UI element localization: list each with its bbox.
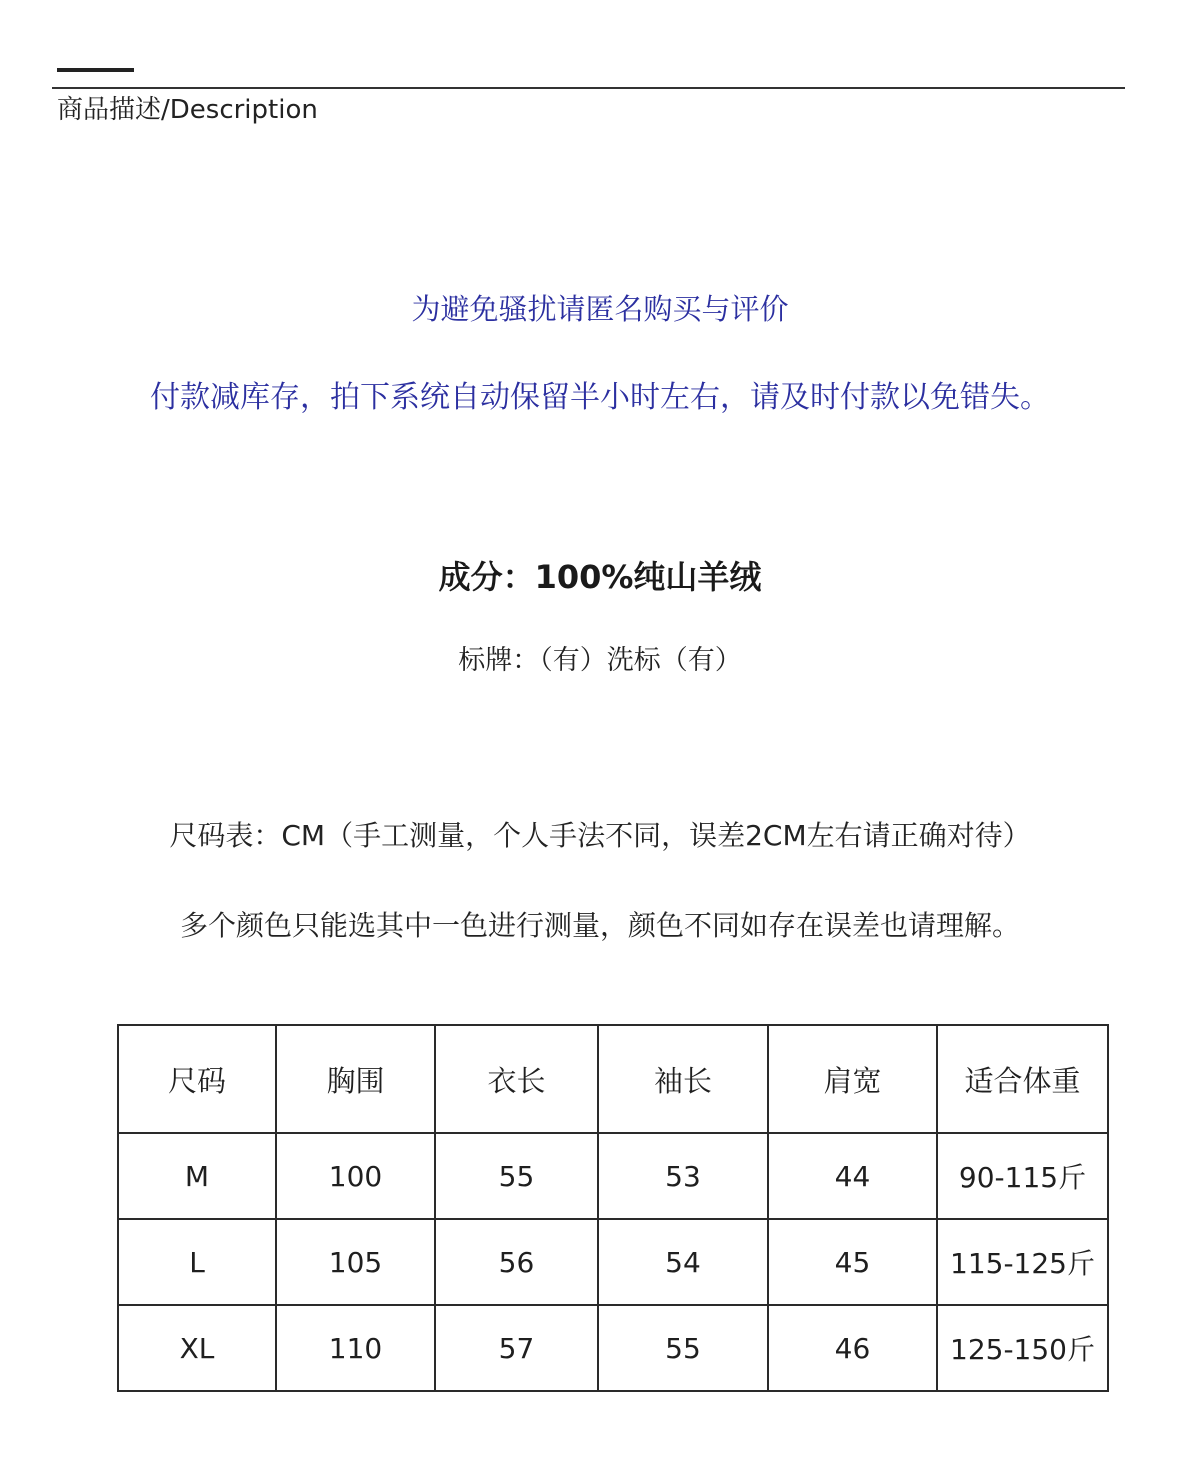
- header-size: 尺码: [118, 1025, 276, 1133]
- cell-sleeve: 54: [598, 1219, 768, 1305]
- table-row: [118, 1219, 1108, 1305]
- header-length: 衣长: [435, 1025, 598, 1133]
- header-weight: 适合体重: [937, 1025, 1108, 1133]
- table-row: [118, 1133, 1108, 1219]
- header-accent-bar: [57, 68, 134, 72]
- labels-info: 标牌：（有）洗标（有）: [458, 645, 742, 676]
- cell-weight: 90-115斤: [937, 1133, 1108, 1219]
- cell-weight: 115-125斤: [937, 1219, 1108, 1305]
- header-sleeve: 袖长: [598, 1025, 768, 1133]
- cell-length: 55: [435, 1133, 598, 1219]
- color-note: 多个颜色只能选其中一色进行测量，颜色不同如存在误差也请理解。: [179, 909, 1020, 942]
- composition-heading: 成分：100%纯山羊绒: [438, 558, 762, 596]
- cell-chest: 110: [276, 1305, 435, 1391]
- header-shoulder: 肩宽: [768, 1025, 937, 1133]
- measurement-note: 尺码表：CM（手工测量，个人手法不同，误差2CM左右请正确对待）: [169, 819, 1031, 852]
- cell-weight: 125-150斤: [937, 1305, 1108, 1391]
- cell-shoulder: 44: [768, 1133, 937, 1219]
- anonymous-purchase-notice: 为避免骚扰请匿名购买与评价: [411, 292, 789, 326]
- cell-sleeve: 53: [598, 1133, 768, 1219]
- cell-length: 56: [435, 1219, 598, 1305]
- cell-size: M: [118, 1133, 276, 1219]
- cell-length: 57: [435, 1305, 598, 1391]
- cell-shoulder: 45: [768, 1219, 937, 1305]
- cell-chest: 105: [276, 1219, 435, 1305]
- header-divider: [52, 87, 1125, 89]
- payment-notice: 付款减库存，拍下系统自动保留半小时左右，请及时付款以免错失。: [150, 380, 1050, 415]
- table-row: [118, 1305, 1108, 1391]
- table-header-row: [118, 1025, 1108, 1133]
- cell-size: L: [118, 1219, 276, 1305]
- size-chart-table: [117, 1024, 1109, 1392]
- cell-shoulder: 46: [768, 1305, 937, 1391]
- cell-sleeve: 55: [598, 1305, 768, 1391]
- cell-size: XL: [118, 1305, 276, 1391]
- header-chest: 胸围: [276, 1025, 435, 1133]
- section-title: 商品描述/Description: [57, 95, 318, 125]
- cell-chest: 100: [276, 1133, 435, 1219]
